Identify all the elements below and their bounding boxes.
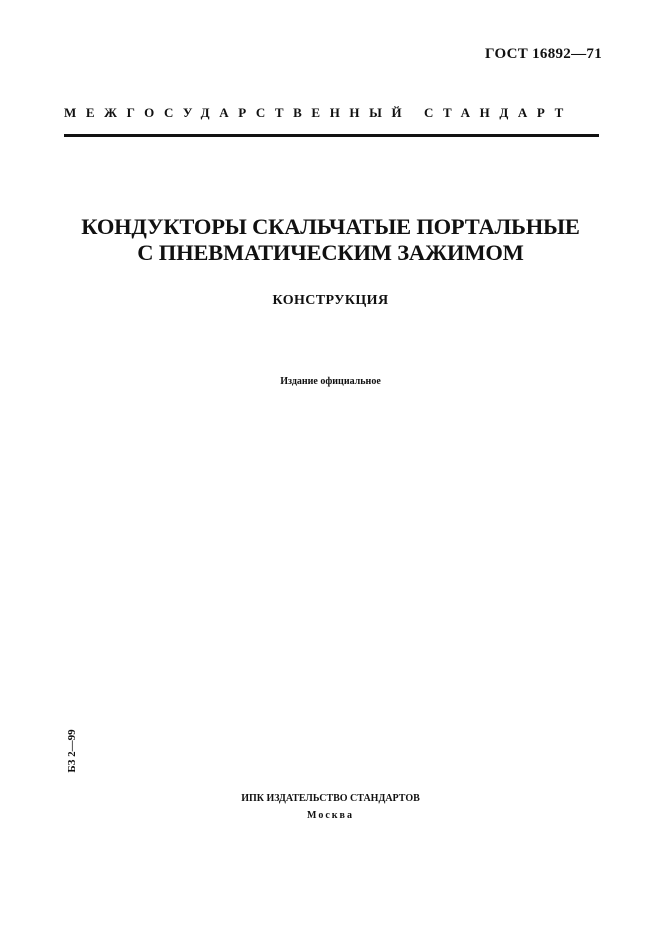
document-subtitle: КОНСТРУКЦИЯ [272, 293, 389, 308]
title-line-1: КОНДУКТОРЫ СКАЛЬЧАТЫЕ ПОРТАЛЬНЫЕ [81, 214, 580, 239]
publisher-name: ИПК ИЗДАТЕЛЬСТВО СТАНДАРТОВ [241, 793, 420, 804]
edition-note: Издание официальное [280, 376, 381, 387]
standard-type-heading: МЕЖГОСУДАРСТВЕННЫЙ СТАНДАРТ [64, 105, 573, 120]
publisher-city: Москва [307, 810, 354, 821]
document-code: ГОСТ 16892—71 [484, 46, 602, 62]
document-title [30, 214, 631, 266]
title-line-2: С ПНЕВМАТИЧЕСКИМ ЗАЖИМОМ [137, 240, 524, 265]
header-divider [64, 134, 599, 137]
side-catalog-mark: БЗ 2—99 [66, 729, 78, 773]
